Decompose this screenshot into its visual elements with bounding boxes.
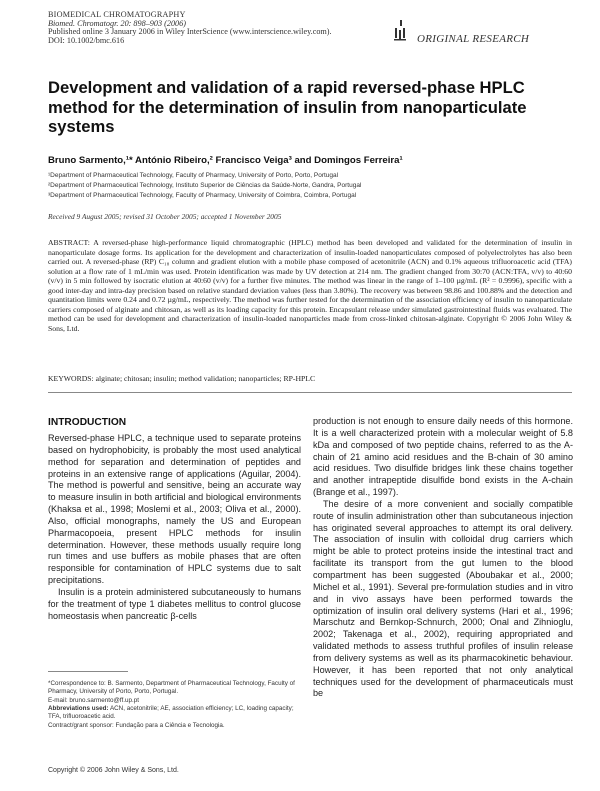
journal-citation: Biomed. Chromatogr. 20: 898–903 (2006) bbox=[48, 18, 186, 28]
right-column bbox=[313, 416, 573, 700]
article-title: Development and validation of a rapid reversed-phase HPLC method for the determination of insulin from nanoparticulate systems bbox=[48, 78, 527, 136]
section-heading-introduction: INTRODUCTION bbox=[48, 417, 127, 428]
intro-paragraph-2: Insulin is a protein administered subcutaneously to humans for the treatment of type 1 diabetes mellitus to control glucose homeostasis when pancreatic β-cells bbox=[48, 586, 301, 621]
abbreviations-text: ACN, acetonitrile; AE, association efficiency; LC, loading capacity; TFA, trifluoroacetic acid. bbox=[48, 705, 294, 721]
section-tag: ORIGINAL RESEARCH bbox=[417, 33, 530, 45]
correspondence-note: *Correspondence to: B. Sarmento, Department of Pharmaceutical Technology, Faculty of Pharmacy, University of Porto, Porto, Portugal. bbox=[48, 680, 295, 695]
wiley-logo-icon bbox=[390, 18, 412, 46]
intro-paragraph-3: production is not enough to ensure daily needs of this hormone. It is a well characterized protein with a molecular weight of 5.8 kDa and composed of two peptide chains, referred to as the A-chain of 21 amino acid residues and the B-chain of 30 amino acid residues. Two disulfide bridges link these chains together and another intrapeptide disulfide bond exists in the A-chain (Brange et al., 1997). bbox=[313, 416, 573, 498]
author-list: Bruno Sarmento,¹* António Ribeiro,² Francisco Veiga³ and Domingos Ferreira¹ bbox=[48, 155, 403, 166]
abstract: ABSTRACT: A reversed-phase high-performance liquid chromatographic (HPLC) method has been developed and validated for the determination of insulin in nanoparticulate dosage forms. Its application for the development and characterization of insulin-loaded nanoparticulates composed of polyelectrolytes has also been carried out. A reversed-phase (RP) C₁₈ column and gradient elution with a mobile phase composed of acetonitrile (ACN) and 0.1% aqueous trifluoroacetic acid (TFA) solution at a flow rate of 1 mL/min was used. Protein identification was made by UV detection at 214 nm. The gradient changed from 30:70 (ACN:TFA, v/v) to 40:60 (v/v) in 5 min followed by isocratic elution at 40:60 (v/v) for a further five minutes. The method was linear in the range of 1–100 µg/mL (R² = 0.9996), specific with a good inter-day and intra-day precision based on relative standard deviation values (less than 3.80%). The recovery was between 98.86 and 100.88% and the detection and quantitation limits were 0.24 and 0.72 µg/mL, respectively. The method was further tested for the determination of the association efficiency of insulin to nanoparticulate carriers composed of alginate and chitosan, as well as its loading capacity for this protein. Encapsulant release under simulated gastrointestinal fluids was evaluated. The method can be used for development and characterization of insulin-loaded nanoparticles made from cross-linked chitosan-alginate. Copyright © 2006 John Wiley & Sons, Ltd. bbox=[48, 238, 572, 333]
journal-header bbox=[48, 11, 408, 45]
affiliation-3: ³Department of Pharmaceutical Technology, Faculty of Pharmacy, University of Coimbra, Coimbra, Portugal bbox=[48, 192, 357, 199]
intro-paragraph-4: The desire of a more convenient and socially compatible route of insulin administration other than subcutaneous injection has originated several approaches to attempt its oral delivery. The association of insulin with colloidal drug carriers which might be able to protect proteins inside the intestinal tract and facilitate its transport from the gut lumen to the blood compartment has been suggested (Aboubakar et al., 2000; Michel et al., 1991). Several pre-formulation studies and in vitro and in vivo assays have been performed towards the optimization of insulin oral delivery systems (Hari et al., 1996; Marschutz and Bernkop-Schnurch, 2000; Onal and Zihnioglu, 2002; Takenaga et al., 2002), requiring appropriated and validated methods to assess truthful profiles of insulin release from delivery systems as well as its pharmacokinetic behaviour. However, it has been reported that not only analytical techniques used for the development of pharmaceuticals must be bbox=[313, 498, 573, 699]
copyright: Copyright © 2006 John Wiley & Sons, Ltd. bbox=[48, 767, 179, 774]
divider bbox=[48, 392, 572, 393]
affiliation-1: ¹Department of Pharmaceutical Technology, Faculty of Pharmacy, University of Porto, Porto, Portugal bbox=[48, 172, 339, 179]
journal-published: Published online 3 January 2006 in Wiley InterScience (www.interscience.wiley.com). bbox=[48, 27, 332, 37]
keywords: KEYWORDS: alginate; chitosan; insulin; method validation; nanoparticles; RP-HPLC bbox=[48, 374, 316, 383]
abbreviations-label: Abbreviations used: bbox=[48, 705, 109, 713]
footnote-divider bbox=[48, 671, 128, 672]
journal-name: BIOMEDICAL CHROMATOGRAPHY bbox=[48, 10, 186, 19]
intro-paragraph-1: Reversed-phase HPLC, a technique used to separate proteins based on hydrophobicity, is probably the most used analytical method for separation and determination of peptides and proteins in an extensive range of applications (Aguilar, 2004). The method is powerful and sensitive, being an accurate way to measure insulin in both artificial and biological environments (Khaksa et al., 1998; Moslemi et al., 2003; Oliva et al., 2000). Also, official monographs, namely the US and European Pharmacopoeia, present HPLC methods for insulin determination. However, these methods usually require long run times and use buffers as mobile phases that are often responsible for contamination of HPLC systems due to salt precipitations. bbox=[48, 433, 301, 586]
journal-doi: DOI: 10.1002/bmc.616 bbox=[48, 35, 125, 45]
left-column bbox=[48, 433, 301, 623]
email-note: E-mail: bruno.sarmento@ff.up.pt bbox=[48, 696, 139, 704]
received-dates: Received 9 August 2005; revised 31 October 2005; accepted 1 November 2005 bbox=[48, 212, 282, 221]
abbreviations-note bbox=[48, 705, 301, 721]
affiliation-2: ²Department of Pharmaceutical Technology, Instituto Superior de Ciências da Saúde-Norte, Gandra, Portugal bbox=[48, 182, 362, 189]
contract-note: Contract/grant sponsor: Fundação para a Ciência e Tecnologia. bbox=[48, 721, 225, 729]
footnotes bbox=[48, 680, 301, 731]
